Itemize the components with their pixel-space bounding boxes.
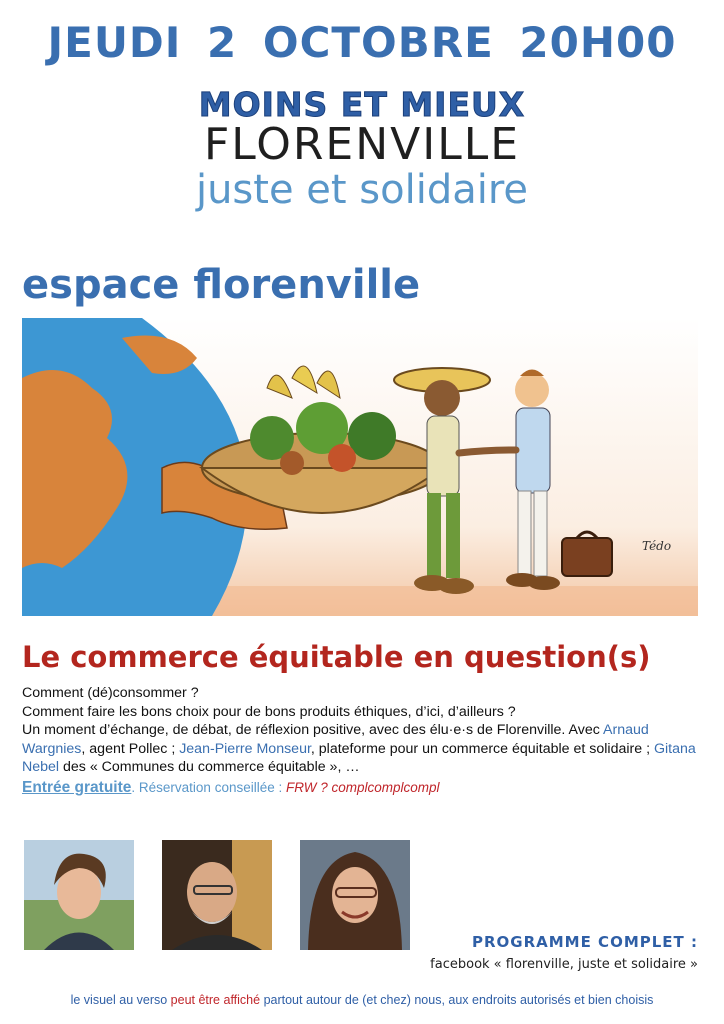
- description-question-2: Comment faire les bons choix pour de bons produits éthiques, d’ici, d’ailleurs ?: [22, 703, 516, 720]
- description-question-1: Comment (dé)consommer ?: [22, 685, 199, 701]
- speaker-2-photo: [162, 840, 272, 950]
- fair-trade-illustration: [22, 318, 698, 616]
- venue-name: espace florenville: [22, 262, 421, 308]
- illustrator-signature: Tédo: [642, 539, 672, 553]
- description-paragraph: Un moment d’échange, de débat, de réflexion positive, avec des élu·e·s de Florenville. Avec Arnaud Wargnies, agent Pollec ; Jean-Pierre Monseur, plateforme pour un commerce équitable et solidaire ; Gitana Nebel des « Communes du commerce équitable », …: [22, 722, 696, 775]
- event-title: Le commerce équitable en question(s): [22, 640, 651, 674]
- reservation-contact: FRW ? complcomplcompl: [285, 779, 440, 795]
- speaker-1-name: Arnaud Wargnies: [22, 722, 649, 757]
- footer-note: le visuel au verso peut être affiché partout autour de (et chez) nous, aux endroits autorisés et bien choisis: [70, 993, 654, 1007]
- organizer-logo: [0, 85, 724, 213]
- logo-line-2: FLORENVILLE: [203, 119, 521, 170]
- free-entry-label: Entrée gratuite: [22, 778, 132, 796]
- logo-line-1: MOINS ET MIEUX: [198, 85, 526, 124]
- programme-heading: PROGRAMME COMPLET :: [471, 933, 698, 951]
- speaker-3-name: Gitana Nebel: [22, 740, 696, 775]
- programme-source: facebook « florenville, juste et solidaire »: [430, 957, 698, 972]
- speaker-2-name: Jean-Pierre Monseur: [179, 740, 311, 757]
- event-date: JEUDI 2 OCTOBRE 20H00: [47, 18, 677, 67]
- admission-line: Entrée gratuite. Réservation conseillée : FRW ? complcomplcompl: [22, 778, 440, 796]
- logo-line-3: juste et solidaire: [195, 167, 529, 213]
- event-description: [22, 684, 702, 797]
- footer-highlight: peut être affiché: [170, 993, 261, 1007]
- reservation-label: Réservation conseillée :: [138, 779, 286, 795]
- full-programme-block: [430, 933, 698, 972]
- speaker-1-photo: [24, 840, 134, 950]
- speaker-3-photo: [300, 840, 410, 950]
